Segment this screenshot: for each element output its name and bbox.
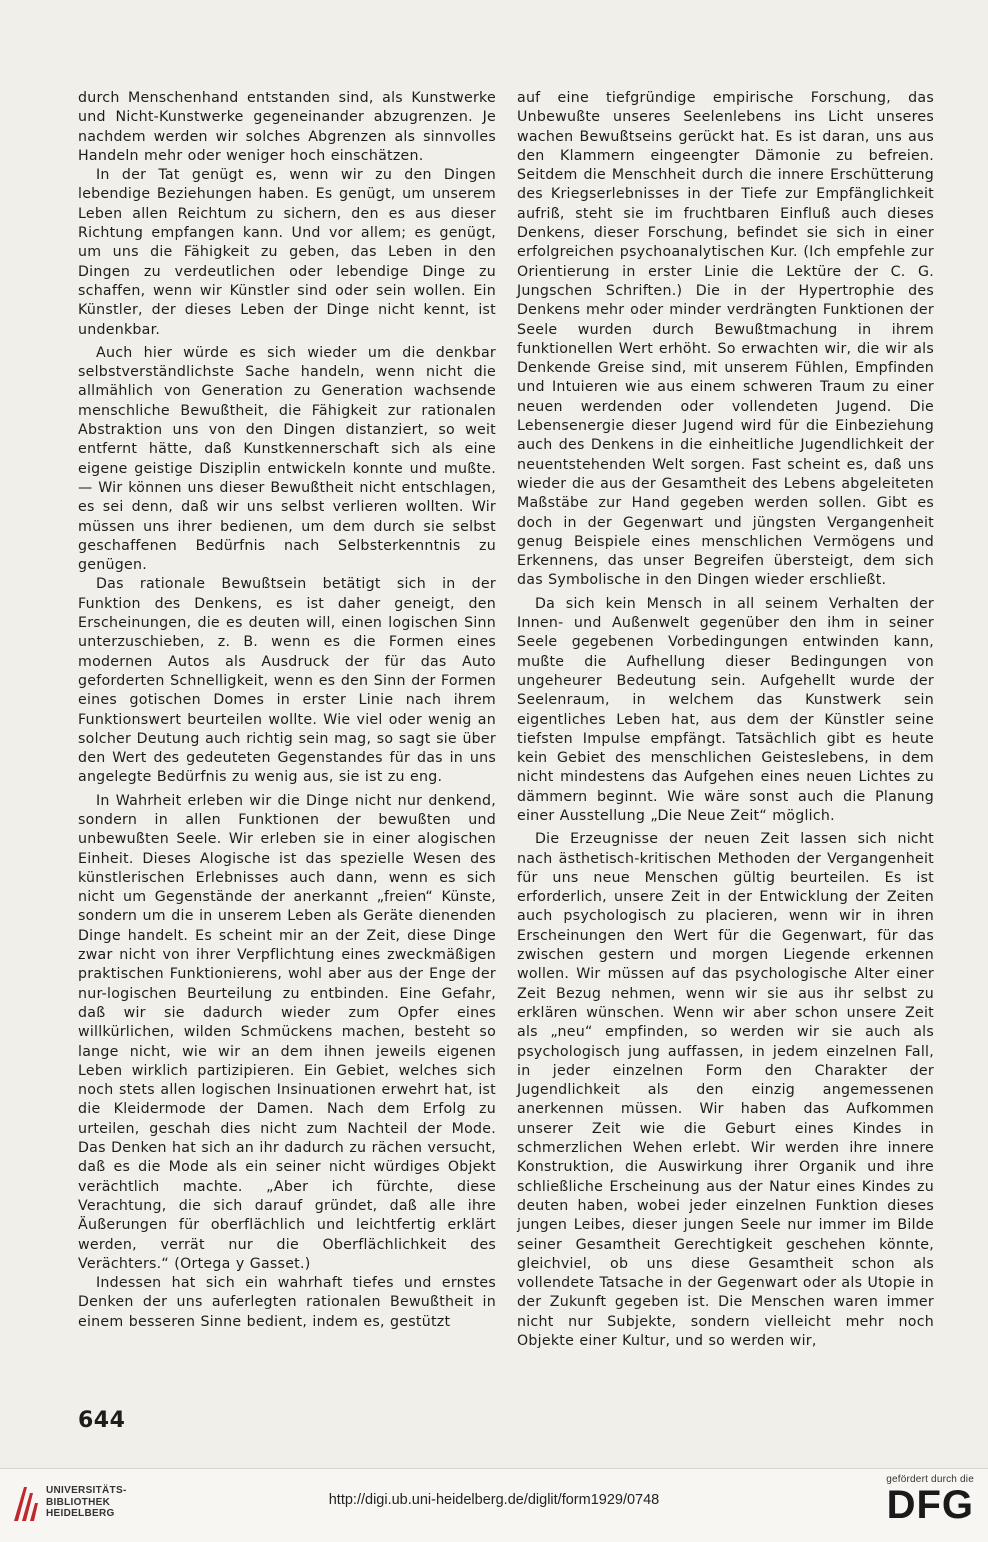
viewer-footer — [0, 1468, 988, 1542]
paragraph: Das rationale Bewußtsein betätigt sich in der Funktion des Denkens, es ist daher geneigt, den Erscheinungen, die es deuten will, einen logischen Sinn unterzuschieben, z. B. wenn es die Formen eines modernen Autos als Ausdruck der für das Auto geforderten Schnelligkeit, wenn es den Sinn der Formen eines gotischen Domes in erster Linie nach ihrem Funktionswert beurteilen wollte. Wie viel oder wenig an solcher Deutung auch richtig sein mag, so sagt sie über den Wert des gedeuteten Gegenstandes für das in uns angelegte Bedürfnis zu wenig aus, sie ist zu eng. — [78, 576, 496, 786]
left-column — [78, 89, 496, 1332]
paragraph: Da sich kein Mensch in all seinem Verhalten der Innen- und Außenwelt gegenüber den ihm in seiner Seele gegebenen Vorbedingungen entwinden kann, mußte die Aufhellung dieser Bedingungen von ungeheurer Bedeutung sein. Aufgehellt wurde der Seelenraum, in welchem das Kunstwerk sein eigentliches Leben hat, aus dem der Künstler seine tiefsten Impulse empfängt. Tatsächlich gibt es heute kein Gebiet des menschlichen Geisteslebens, in dem nicht mindestens das Aufgehen eines neuen Lichtes zu dämmern beginnt. Wie wäre sonst auch die Planung einer Ausstellung „Die Neue Zeit“ möglich. — [517, 595, 934, 824]
dfg-logo[interactable] — [866, 1474, 974, 1525]
page-number: 644 — [78, 1408, 126, 1433]
dfg-wordmark: DFG — [886, 1483, 974, 1527]
paragraph: durch Menschenhand entstanden sind, als Kunstwerke und Nicht-Kunstwerke gegeneinander abzugrenzen. Je nachdem werden wir solches Abgrenzen als sinnvolles Handeln mehr oder weniger hoch einschätzen. — [78, 90, 496, 164]
paragraph: In der Tat genügt es, wenn wir zu den Dingen lebendige Beziehungen haben. Es genügt, um unserem Leben allen Reichtum zu sichern, den es aus dieser Richtung empfangen kann. Und vor allem; es genügt, um uns die Fähigkeit zu geben, das Leben in den Dingen zu verdeutlichen oder lebendige Dinge zu schaffen, wenn wir Künstler sind oder sein wollen. Ein Künstler, der dieses Leben der Dinge nicht kennt, ist undenkbar. — [78, 167, 496, 338]
paragraph: Indessen hat sich ein wahrhaft tiefes und ernstes Denken der uns auferlegten rationalen Bewußtheit in einem besseren Sinne bedient, indem es, gestützt — [78, 1275, 496, 1330]
paragraph: In Wahrheit erleben wir die Dinge nicht nur denkend, sondern in allen Funktionen der bewußten und unbewußten Seele. Wir erleben sie in einer alogischen Einheit. Dieses Alogische ist das spezielle Wesen des künstlerischen Erlebnisses auch dann, wenn es sich nicht um Gegenstände der anerkannt „freien“ Künste, sondern um die in unserem Leben als Geräte dienenden Dinge handelt. Es scheint mir an der Zeit, diese Dinge zwar nicht von ihrer Verpflichtung eines zweckmäßigen praktischen Funktionierens, wohl aber aus der Enge der nur-logischen Beurteilung zu entbinden. Eine Gefahr, daß wir sie dadurch wieder zum Opfer eines willkürlichen, wilden Schmückens machen, besteht so lange nicht, wie wir an dem ihnen jeweils eigenen Leben wirklich partizipieren. Ein Gebiet, welches sich noch stets allen logischen Insinuationen erwehrt hat, ist die Kleidermode der Damen. Nach dem Erfolg zu urteilen, geschah dies nicht zum Nachteil der Mode. Das Denken hat sich an ihr dadurch zu rächen versucht, daß es die Mode als ein seiner nicht würdiges Objekt verächtlich machte. „Aber ich fürchte, diese Verachtung, die sich darauf gründet, daß alle ihre Äußerungen für oberflächlich und leichtfertig erklärt werden, verrät nur die Oberflächlichkeit des Verächters.“ (Ortega y Gasset.) — [78, 792, 496, 1272]
paragraph: Die Erzeugnisse der neuen Zeit lassen sich nicht nach ästhetisch-kritischen Methoden der Vergangenheit für uns neue Menschen gültig beurteilen. Es ist erforderlich, unsere Zeit in der Entwicklung der Zeiten auch psychologisch zu placieren, wenn wir in ihren Erscheinungen den Wert für die Gegenwart, für das zwischen gestern und morgen Liegende erkennen wollen. Wir müssen auf das psychologische Alter einer Zeit Bezug nehmen, wenn wir sie aus ihr selbst zu erklären wünschen. Wenn wir aber schon unsere Zeit als „neu“ empfinden, so werden wir sie auch als psychologisch jung auffassen, in jedem einzelnen Fall, in jeder einzelnen Form den Charakter der Jugendlichkeit als den einzig angemessenen anerkennen müssen. Wir haben das Aufkommen unserer Zeit wie die Geburt eines Kindes in schmerzlichen Wehen erlebt. Wir werden ihre innere Konstruktion, die Auswirkung ihrer Organik und ihre schließliche Erscheinung aus der Natur eines Kindes zu deuten haben, wobei jeder einzelnen Funktion dieses jungen Leibes, dieser jungen Seele nur immer im Bilde seiner Gesamtheit Gerechtigkeit geschehen könnte, gleichviel, ob uns diese Gesamtheit schon als vollendete Tatsache in der Gegenwart oder als Utopie in der Zukunft gegeben ist. Die Menschen waren immer nicht nur Subjekte, sondern vielleicht mehr noch Objekte einer Kultur, und so werden wir, — [517, 831, 934, 1349]
library-name: UNIVERSITÄTS- BIBLIOTHEK HEIDELBERG — [46, 1485, 127, 1519]
right-column — [517, 89, 934, 1351]
funding-label: gefördert durch die — [886, 1474, 974, 1485]
paragraph: Auch hier würde es sich wieder um die denkbar selbstverständlichste Sache handeln, wenn nicht die allmählich von Generation zu Generation wachsende menschliche Bewußtheit, die Fähigkeit zur rationalen Abstraktion uns von den Dingen distanziert, so weit entfernt hätte, daß Kunstkennerschaft sich als eine eigene geistige Disziplin entwickeln konnte und mußte. — Wir können uns dieser Bewußtheit nicht entschlagen, es sei denn, daß wir uns selbst verlieren wollten. Wir müssen uns ihrer bedienen, um dem durch sie selbst geschaffenen Bedürfnis nach Selbsterkenntnis zu genügen. — [78, 344, 496, 574]
paragraph: auf eine tiefgründige empirische Forschung, das Unbewußte unseres Seelenlebens ins Licht unseres wachen Bewußtseins gerückt hat. Es ist daran, uns aus den Klammern eingeengter Dämonie zu befreien. Seitdem die Menschheit durch die innere Erschütterung des Kriegserlebnisses in der Tiefe zur Empfänglichkeit aufriß, steht sie im fruchtbaren Einfluß auch dieses Denkens, dieser Forschung, befindet sie sich in einer erfolgreichen psychoanalytischen Kur. (Ich empfehle zur Orientierung in erster Linie die Lektüre der C. G. Jungschen Schriften.) Die in der Hypertrophie des Denkens mehr oder minder verdrängten Funktionen der Seele wurden durch Bewußtmachung in ihrem funktionellen Wert erhöht. So erwachten wir, die wir als Denkende Greise sind, mit unserem Fühlen, Empfinden und Intuieren wie aus einem schweren Traum zu einer neuen werdenden oder vollendeten Jugend. Die Lebensenergie dieser Jugend wird für die Einbeziehung auch des Denkens in die einheitliche Jugendlichkeit der neuentstehenden Welt sorgen. Fast scheint es, daß uns wieder die aus der Gesamtheit des Lebens abgeleiteten Maßstäbe zur Hand gegeben werden sollen. Gibt es doch in der Gegenwart und jüngsten Vergangenheit genug Beispiele eines menschlichen Vermögens und Erkennens, das unser Begreifen übersteigt, dem sich das Symbolische in den Dingen wieder erschließt. — [517, 90, 934, 589]
source-url-link[interactable]: http://digi.ub.uni-heidelberg.de/diglit/form1929/0748 — [328, 1492, 660, 1508]
